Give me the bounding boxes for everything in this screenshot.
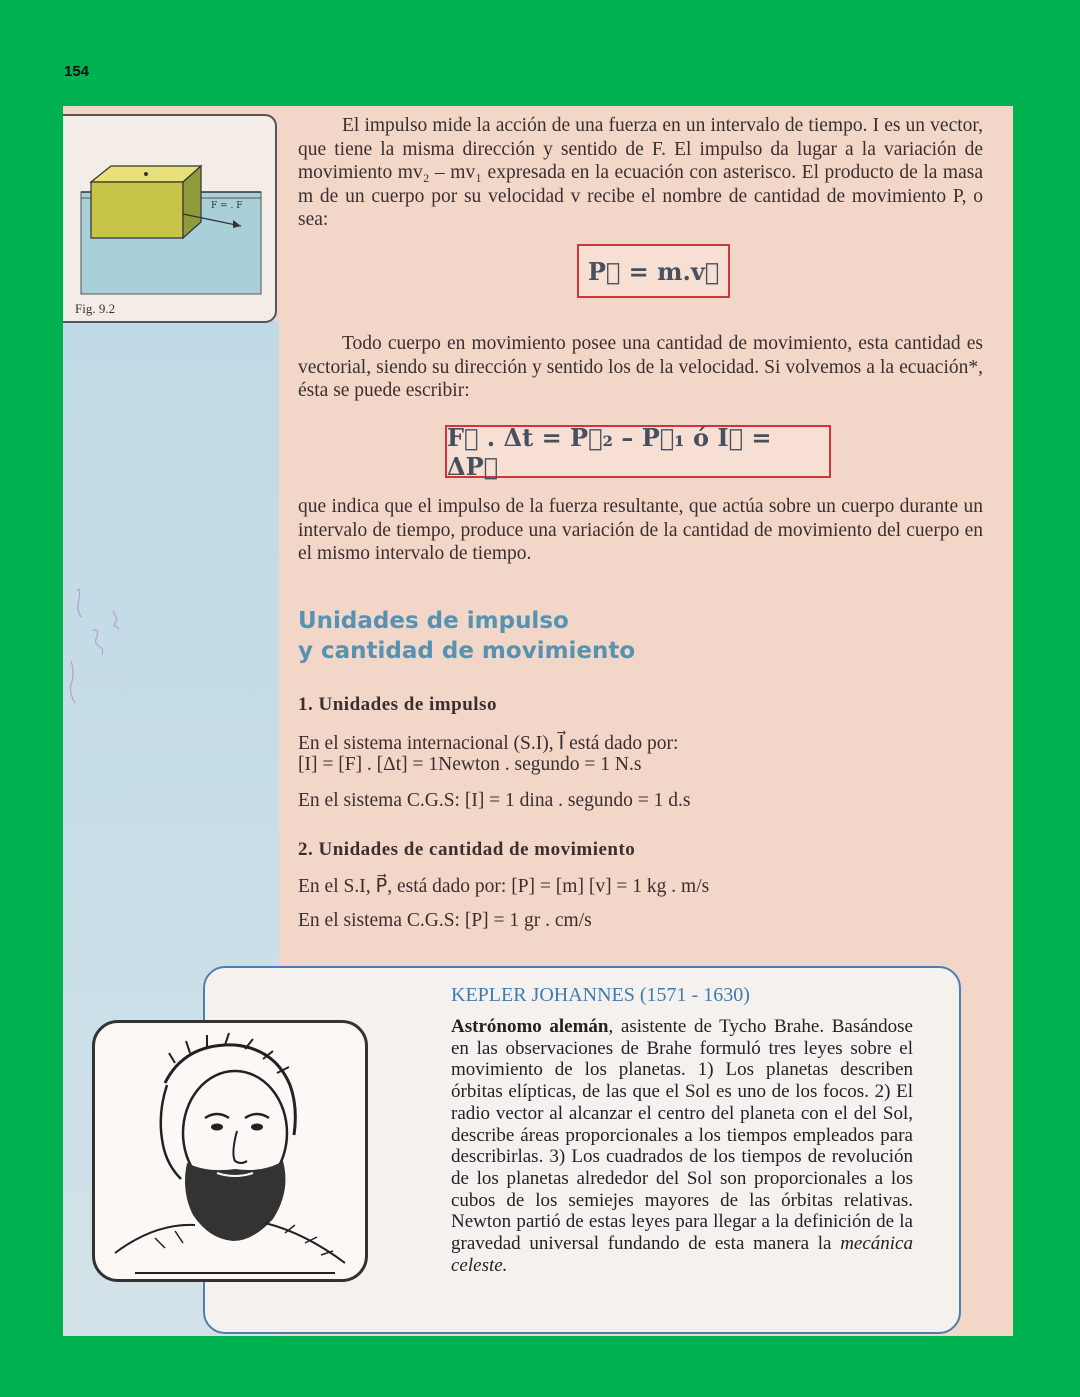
figure-caption: Fig. 9.2 [75,301,116,316]
section-heading-line-1: Unidades de impulso [298,608,569,634]
formula-impulse: F⃗ . Δt = P⃗₂ – P⃗₁ ó I⃗ = ΔP⃗ [445,425,831,478]
formula-momentum: P⃗ = m.v⃗ [577,244,730,298]
bio-lead: Astrónomo alemán [451,1016,609,1037]
section-heading [298,606,635,666]
textbook-page [63,106,1013,1336]
impulse-cgs-line: En el sistema C.G.S: [I] = 1 dina . segundo = 1 d.s [298,790,691,811]
bio-title: KEPLER JOHANNES (1571 - 1630) [451,984,750,1006]
paragraph-impulse: El impulso mide la acción de una fuerza en un intervalo de tiempo. I es un vector, que tiene la misma dirección y sentido de F. El impulso da lugar a la variación de movimiento mv₂ – mv₁ expresada en la ecuación con asterisco. El producto de la masa m de un cuerpo por su velocidad v recibe el nombre de cantidad de movimiento P, o sea: [298,115,983,230]
momentum-si-line: En el S.I, P⃗, está dado por: [P] = [m] [v] = 1 kg . m/s [298,876,710,897]
kepler-portrait-illustration [95,1023,365,1279]
subheading-momentum-units: 2. Unidades de cantidad de movimiento [298,839,636,860]
bio-italic-end: mecánica celeste. [451,1233,913,1276]
pencil-note-icon [63,571,143,721]
bio-body: , asistente de Tycho Brahe. Basándose en las observaciones de Brahe formuló tres leyes sobre el movimiento de los planetas. 1) Los planetas describen órbitas elípticas, de las que el Sol es uno de los focos. 2) El radio vector al alcanzar el centro del planeta con el del Sol, describe áreas proporcionales a los tiempos empleados para describirlas. 3) Los cuadrados de los tiempos de revolución de los planetas alrededor del Sol son proporcionales a los cubos de los semiejes mayores de las órbitas relativas. Newton partió de estas leyes para llegar a la definición de la gravedad universal fundando de esta manera la [451,1016,913,1255]
impulse-si-equation: [I] = [F] . [Δt] = 1Newton . segundo = 1 N.s [298,754,642,775]
bio-text [451,1016,913,1276]
paragraph-conclusion: que indica que el impulso de la fuerza resultante, que actúa sobre un cuerpo durante un intervalo de tiempo, produce una variación de la cantidad de movimiento del cuerpo en el mismo intervalo de tiempo. [298,496,983,564]
momentum-cgs-line: En el sistema C.G.S: [P] = 1 gr . cm/s [298,910,592,931]
vector-label: F = . F [211,201,243,211]
section-heading-line-2: y cantidad de movimiento [298,638,636,664]
kepler-portrait [92,1020,368,1282]
impulse-si-line: En el sistema internacional (S.I), I⃗ está dado por: [298,733,679,754]
figure-9-2 [63,114,277,323]
subheading-impulse-units: 1. Unidades de impulso [298,694,497,715]
page-number: 154 [64,63,90,80]
paragraph-momentum: Todo cuerpo en movimiento posee una cantidad de movimiento, esta cantidad es vectorial, siendo su dirección y sentido los de la velocidad. Si volvemos a la ecuación*, ésta se puede escribir: [298,333,983,401]
block-on-surface-illustration [71,122,271,302]
